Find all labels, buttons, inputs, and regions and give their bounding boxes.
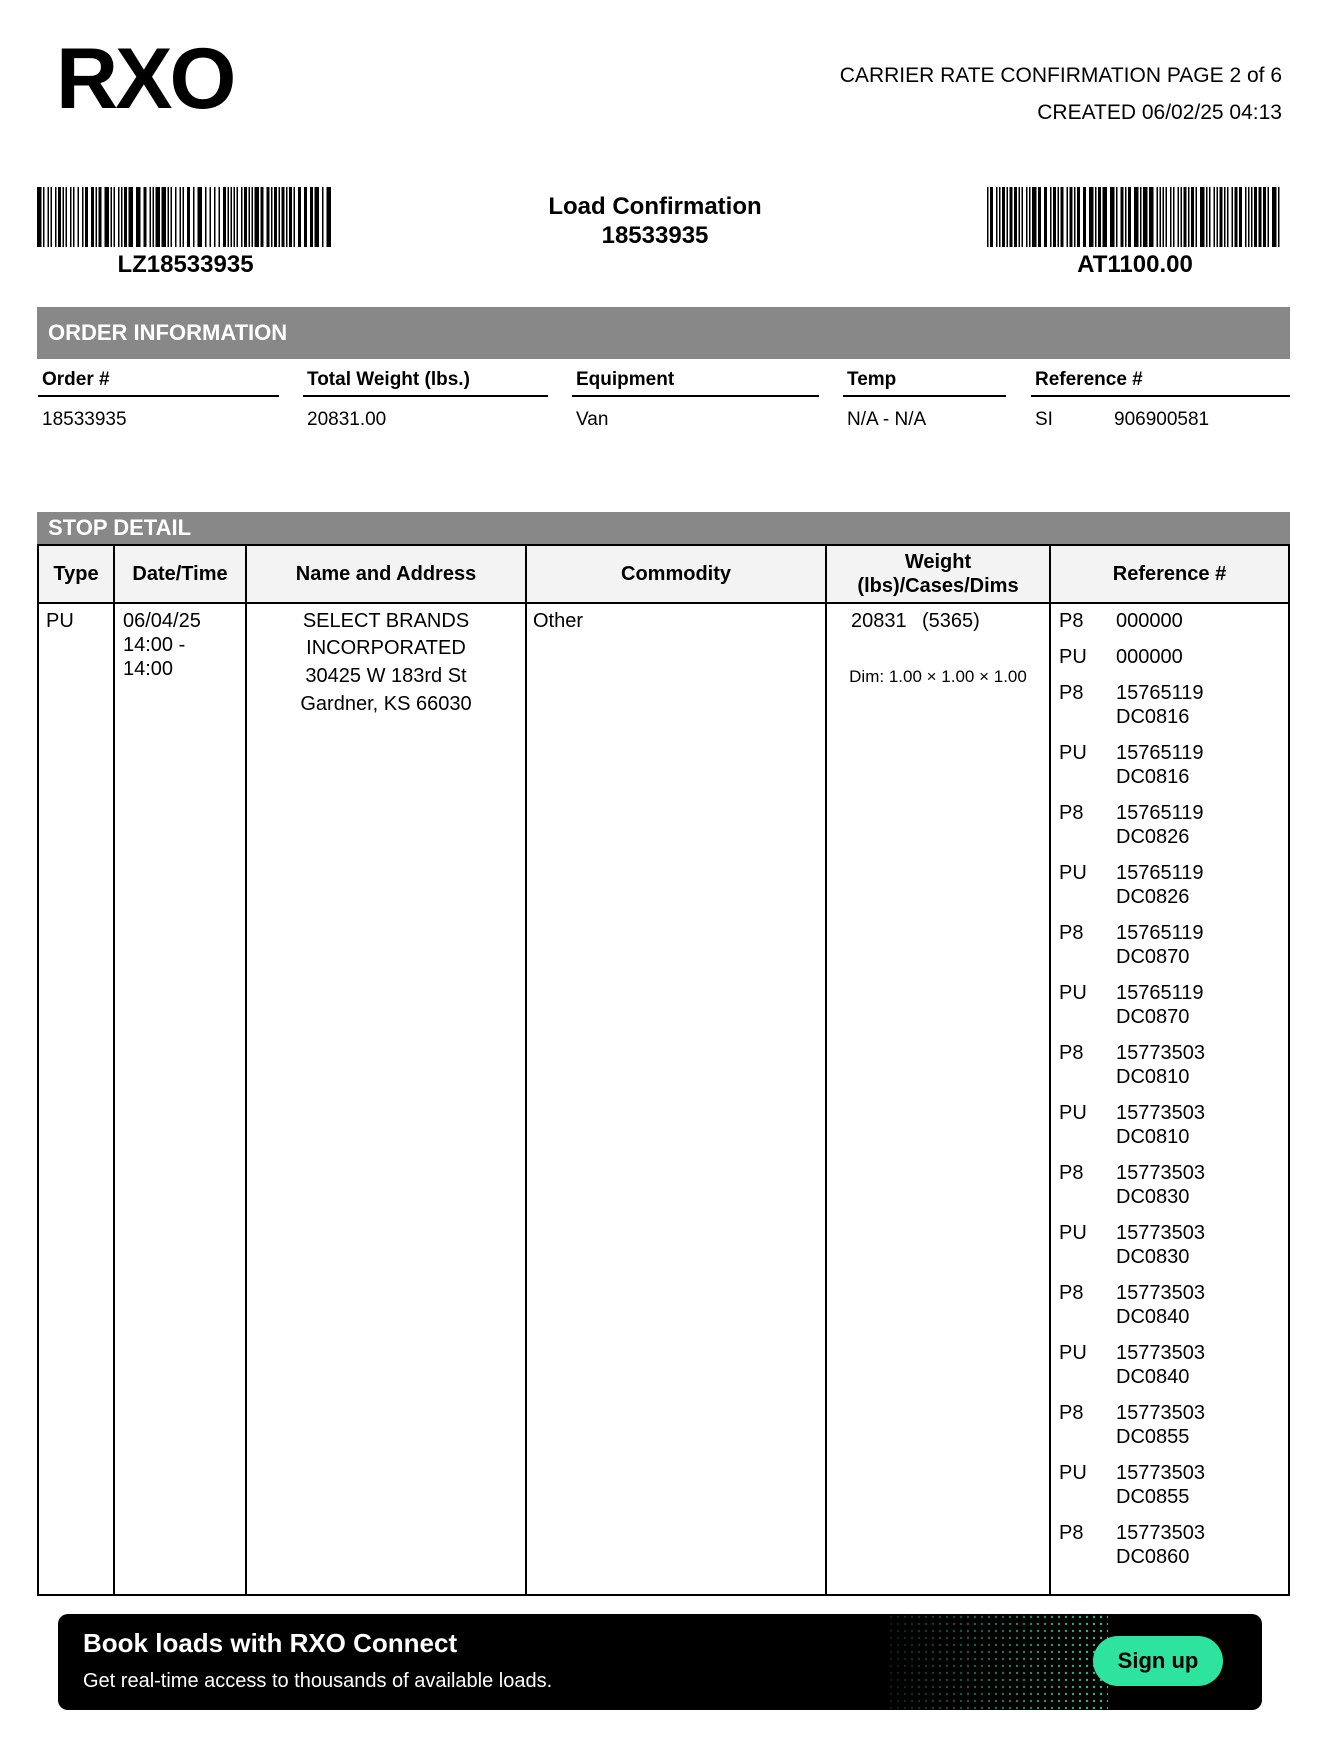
- left-barcode: [37, 187, 334, 247]
- reference-type: PU: [1059, 1342, 1087, 1364]
- reference-subvalue: DC0855: [1116, 1486, 1190, 1508]
- rxo-connect-banner: [58, 1614, 1262, 1710]
- reference-value: 15765119: [1116, 742, 1204, 764]
- reference-subvalue: DC0826: [1116, 826, 1190, 848]
- temp-header: Temp: [843, 369, 1006, 397]
- reference-value: 15773503: [1116, 1342, 1205, 1364]
- right-barcode: [987, 187, 1283, 247]
- reference-type: P8: [1059, 1162, 1084, 1184]
- order-number-value: 18533935: [42, 409, 127, 430]
- reference-subvalue: DC0826: [1116, 886, 1190, 908]
- cases-value: (5365): [922, 610, 980, 632]
- reference-subvalue: DC0810: [1116, 1066, 1190, 1088]
- reference-value: 15765119: [1116, 682, 1204, 704]
- commodity-value: Other: [533, 610, 584, 632]
- reference-type: P8: [1059, 1282, 1084, 1304]
- total-weight-value: 20831.00: [307, 409, 387, 430]
- stop-name-line1: SELECT BRANDS: [302, 610, 470, 632]
- reference-type: PU: [1059, 982, 1087, 1004]
- sign-up-button[interactable]: Sign up: [1093, 1636, 1223, 1686]
- reference-type: P8: [1059, 1042, 1084, 1064]
- reference-column-header: Reference #: [1112, 563, 1227, 585]
- reference-value: 000000: [1116, 610, 1183, 632]
- stop-address: 30425 W 183rd St: [305, 665, 467, 687]
- order-information-header: ORDER INFORMATION: [37, 307, 1290, 359]
- reference-type: PU: [1059, 1462, 1087, 1484]
- reference-value: 15773503: [1116, 1102, 1205, 1124]
- reference-subvalue: DC0816: [1116, 706, 1190, 728]
- total-weight-header: Total Weight (lbs.): [303, 369, 548, 397]
- reference-subvalue: DC0870: [1116, 1006, 1190, 1028]
- weight-column-header: [827, 546, 1049, 602]
- reference-type: PU: [1059, 1222, 1087, 1244]
- logo-text: RXO: [56, 36, 234, 116]
- reference-subvalue: DC0840: [1116, 1366, 1190, 1388]
- reference-value: 15773503: [1116, 1042, 1205, 1064]
- reference-type: P8: [1059, 1402, 1084, 1424]
- doc-title: CARRIER RATE CONFIRMATION PAGE 2 of 6: [839, 64, 1282, 87]
- type-column-header: Type: [53, 563, 99, 585]
- weight-header-line2: (lbs)/Cases/Dims: [857, 575, 1019, 597]
- reference-value: 15773503: [1116, 1522, 1205, 1544]
- weight-header-line1: Weight: [904, 551, 972, 573]
- reference-type: PU: [1059, 862, 1087, 884]
- stop-detail-table: [37, 544, 1290, 1596]
- reference-subvalue: DC0860: [1116, 1546, 1190, 1568]
- reference-type: P8: [1059, 802, 1084, 824]
- reference-value: 15773503: [1116, 1402, 1205, 1424]
- reference-type: PU: [1059, 1102, 1087, 1124]
- reference-header: Reference #: [1031, 369, 1290, 397]
- reference-subvalue: DC0816: [1116, 766, 1190, 788]
- created-timestamp: CREATED 06/02/25 04:13: [1037, 101, 1282, 124]
- stop-name-line2: INCORPORATED: [306, 637, 466, 659]
- reference-subvalue: DC0855: [1116, 1426, 1190, 1448]
- stop-time-to: 14:00: [123, 658, 174, 680]
- equipment-value: Van: [576, 409, 609, 430]
- commodity-column-header: Commodity: [621, 563, 731, 585]
- reference-subvalue: DC0840: [1116, 1306, 1190, 1328]
- reference-type: P8: [1059, 610, 1084, 632]
- reference-subvalue: DC0870: [1116, 946, 1190, 968]
- stop-detail-header: STOP DETAIL: [37, 512, 1290, 544]
- reference-value: 15773503: [1116, 1162, 1205, 1184]
- reference-type: P8: [1059, 922, 1084, 944]
- reference-value: 15773503: [1116, 1282, 1205, 1304]
- datetime-column-header: Date/Time: [132, 563, 228, 585]
- reference-value: 15765119: [1116, 922, 1204, 944]
- equipment-header: Equipment: [572, 369, 819, 397]
- reference-value: 15773503: [1116, 1462, 1205, 1484]
- reference-subvalue: DC0810: [1116, 1126, 1190, 1148]
- stop-date: 06/04/25: [123, 610, 201, 632]
- weight-value: 20831: [851, 610, 907, 632]
- banner-title: Book loads with RXO Connect: [83, 1628, 458, 1658]
- reference-value: 15765119: [1116, 862, 1204, 884]
- reference-type: P8: [1059, 1522, 1084, 1544]
- stop-time-from: 14:00 -: [123, 634, 186, 656]
- reference-subvalue: DC0830: [1116, 1186, 1190, 1208]
- reference-type: PU: [1059, 742, 1087, 764]
- left-barcode-text: LZ18533935: [117, 251, 254, 278]
- stop-city: Gardner, KS 66030: [300, 693, 472, 715]
- reference-subvalue: DC0830: [1116, 1246, 1190, 1268]
- order-number-header: Order #: [38, 369, 279, 397]
- banner-subtitle: Get real-time access to thousands of available loads.: [83, 1670, 553, 1692]
- reference-value: 15765119: [1116, 982, 1204, 1004]
- reference-type: PU: [1059, 646, 1087, 668]
- reference-type: P8: [1059, 682, 1084, 704]
- load-confirmation-title: Load Confirmation: [548, 193, 762, 220]
- dots-pattern-graphic: [888, 1614, 1108, 1710]
- reference-type-value: SI: [1035, 409, 1053, 430]
- name-address-column-header: Name and Address: [295, 563, 477, 585]
- dims-value: Dim: 1.00 × 1.00 × 1.00: [849, 667, 1027, 686]
- reference-value: 000000: [1116, 646, 1183, 668]
- temp-value: N/A - N/A: [847, 409, 927, 430]
- reference-value: 15773503: [1116, 1222, 1205, 1244]
- rxo-logo: [56, 36, 256, 116]
- reference-value: 15765119: [1116, 802, 1204, 824]
- stop-type: PU: [46, 610, 74, 632]
- right-barcode-text: AT1100.00: [1077, 251, 1193, 278]
- reference-number-value: 906900581: [1114, 409, 1210, 430]
- load-confirmation-number: 18533935: [601, 222, 709, 249]
